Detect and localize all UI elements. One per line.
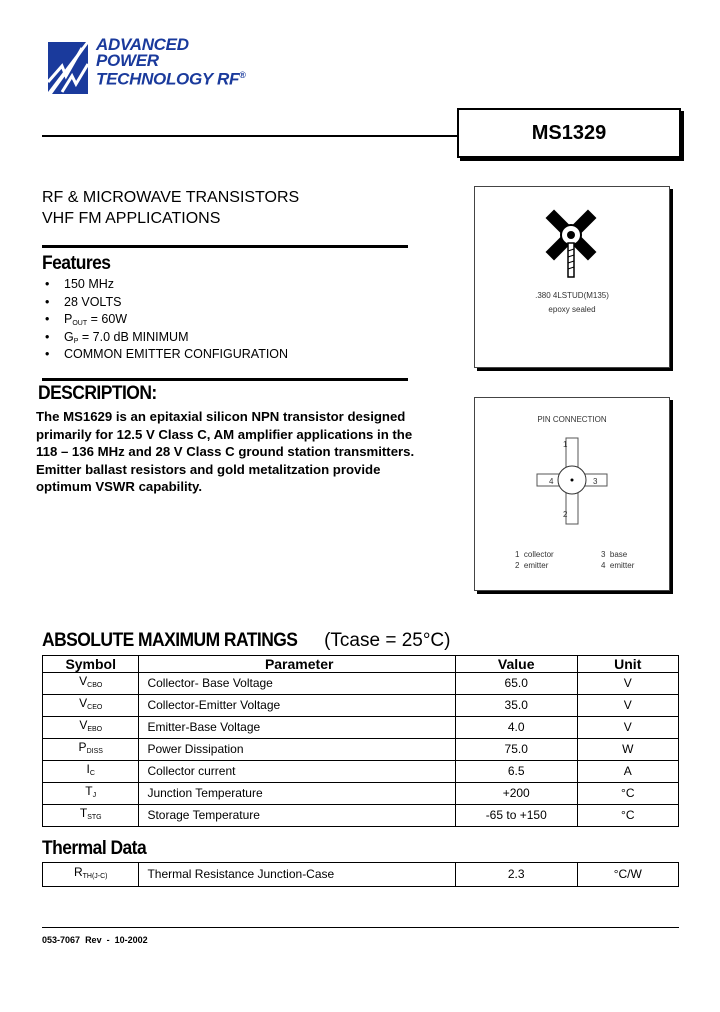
footer-doc-info: 053-7067 Rev - 10-2002 [42,935,148,945]
table-row: $R_{TH(J-C)}$ Thermal Resistance Junction-Case 2.3 °C/W [43,863,679,887]
logo-line-3: TECHNOLOGY RF [96,69,240,89]
table-header-row: Symbol Parameter Value Unit [43,656,679,673]
features-rule [42,378,408,381]
pin-legend-item: 1 collector [515,550,554,559]
pin-legend-item: 2 emitter [515,561,549,570]
pin-legend-item: 4 emitter [601,561,635,570]
table-row: $T_{STG}$ Storage Temperature -65 to +150 °C [43,805,679,827]
features-list [42,277,288,365]
pin-diagram-icon [475,428,669,528]
pin-legend-item: 3 base [601,550,628,559]
description-text: The MS1629 is an epitaxial silicon NPN transistor designed primarily for 12.5 V Class C, AM amplifier applications in the 118 – 136 MHz and 28 V Class C ground station transmitters. Emitter ballast resistors and gold metalitzation provide optimum VSWR capability. [36,409,415,495]
thermal-heading: Thermal Data [42,838,147,859]
table-row: $T_J$ Junction Temperature +200 °C [43,783,679,805]
pin-label: 3 [593,477,598,486]
feature-item: • $G_P = 7.0$ dB MINIMUM [42,330,288,348]
table-row: $P_{DISS}$ Power Dissipation 75.0 W [43,739,679,761]
footer-rule [42,927,679,928]
feature-item: • COMMON EMITTER CONFIGURATION [42,347,288,365]
ratings-heading: ABSOLUTE MAXIMUM RATINGS (Tcase = 25°C) [42,630,451,651]
table-row: $V_{EBO}$ Emitter-Base Voltage 4.0 V [43,717,679,739]
package-label: .380 4LSTUD(M135) [535,291,609,300]
title-line-2: VHF FM APPLICATIONS [42,210,221,227]
pin-connection-title: PIN CONNECTION [537,415,607,424]
company-logo-icon [42,36,94,98]
pin-connection-box [474,397,670,591]
pin-label: 4 [549,477,554,486]
header-rule [42,135,458,137]
ratings-table [42,655,679,827]
thermal-table [42,862,679,887]
feature-item: • 150 MHz [42,277,288,295]
pin-label: 1 [563,440,568,449]
document-title [42,187,299,229]
title-rule [42,245,408,248]
part-number: MS1329 [531,122,607,144]
logo-line-1: ADVANCED [96,35,189,54]
description-heading: DESCRIPTION: [38,383,157,404]
pin-label: 2 [563,510,568,519]
title-line-1: RF & MICROWAVE TRANSISTORS [42,189,300,206]
table-row: $I_C$ Collector current 6.5 A [43,761,679,783]
feature-item: • 28 VOLTS [42,295,288,313]
registered-mark: ® [239,70,246,80]
features-heading: Features [42,253,111,274]
table-row: $V_{CEO}$ Collector-Emitter Voltage 35.0 V [43,695,679,717]
logo-line-2: POWER [96,50,159,70]
package-drawing-icon [475,187,669,307]
table-row: $V_{CBO}$ Collector- Base Voltage 65.0 V [43,673,679,695]
part-number-box [457,108,681,158]
feature-item: • $P_{OUT} = 60W$ [42,312,288,330]
company-name [96,37,245,87]
package-note: epoxy sealed [548,305,596,314]
package-drawing-box [474,186,670,368]
